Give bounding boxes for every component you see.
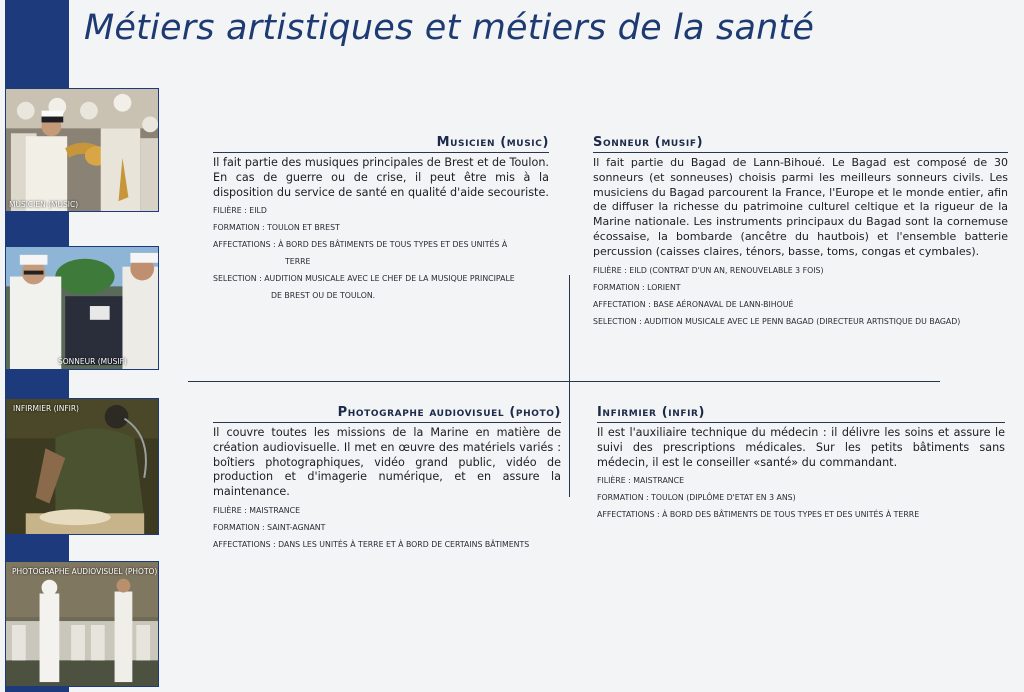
photo-caption: PHOTOGRAPHE AUDIOVISUEL (PHOTO) (12, 567, 158, 576)
filiere-row: FILIÈRE : EILD (213, 206, 267, 216)
infirmier-body: Il est l'auxiliaire technique du médecin : il délivre les soins et assure le suivi des prescriptions médicales. Sur les petits bâtiments sans médecin, il est le conseiller «santé» du commandant. (597, 426, 1005, 469)
formation-row: FORMATION : TOULON ET BREST (213, 223, 340, 233)
affectations-row: AFFECTATIONS : À BORD DES BÂTIMENTS DE TOUS TYPES ET DES UNITÉS À (213, 240, 508, 250)
photographe-heading: Photographe audiovisuel (photo) (213, 405, 561, 423)
filiere-row: FILIÈRE : EILD (CONTRAT D'UN AN, RENOUVELABLE 3 FOIS) (593, 265, 824, 275)
nurse-photo-icon (6, 399, 158, 534)
filiere-row: FILIÈRE : MAISTRANCE (597, 476, 685, 486)
sonneur-heading: Sonneur (musif) (593, 135, 1008, 153)
brass-band-photo-icon (6, 89, 158, 211)
affectations-row: AFFECTATIONS : DANS LES UNITÉS À TERRE ET À BORD DE CERTAINS BÂTIMENTS (213, 539, 530, 549)
affectations-row-cont: TERRE (285, 257, 311, 267)
photo-caption: INFIRMIER (INFIR) (13, 404, 79, 413)
formation-row: FORMATION : TOULON (DIPLÔME D'ETAT EN 3 ANS) (597, 493, 796, 503)
selection-row: SELECTION : AUDITION MUSICALE AVEC LE CHEF DE LA MUSIQUE PRINCIPALE (213, 274, 515, 284)
photographe-photo (5, 561, 159, 687)
row-divider (188, 381, 940, 382)
parade-photo-icon (6, 562, 158, 686)
infirmier-heading: Infirmier (infir) (597, 405, 1005, 423)
sonneur-meta (593, 262, 1008, 330)
photo-caption: SONNEUR (MUSIF) (58, 357, 127, 366)
selection-row: SELECTION : AUDITION MUSICALE AVEC LE PENN BAGAD (DIRECTEUR ARTISTIQUE DU BAGAD) (593, 316, 961, 326)
photographe-meta (213, 502, 561, 553)
affectation-row: AFFECTATION : BASE AÉRONAVAL DE LANN-BIHOUÉ (593, 299, 794, 309)
bagpipe-band-photo-icon (6, 247, 158, 369)
infirmier-section (597, 405, 1005, 523)
selection-row-cont: DE BREST OU DE TOULON. (271, 291, 376, 301)
filiere-row: FILIÈRE : MAISTRANCE (213, 505, 301, 515)
infirmier-meta (597, 472, 1005, 523)
sonneur-body: Il fait partie du Bagad de Lann-Bihoué. Le Bagad est composé de 30 sonneurs (et sonneuses) choisis parmi les meilleurs sonneurs civils. Les musiciens du Bagad parcourent la France, l'Europe et le monde entier, afin de diffuser la richesse du patrimoine culturel celtique et la rigueur de la Marine nationale. Les instruments principaux du Bagad sont la cornemuse écossaise, la bombarde (ancêtre du hautbois) et l'ensemble batterie percussion (caisses claires, ténors, basse, toms, congas et cymbales). (593, 156, 1008, 258)
musicien-body: Il fait partie des musiques principales de Brest et de Toulon. En cas de guerre ou de crise, il peut être mis à la disposition du service de santé en qualité d'aide secouriste. (213, 156, 549, 199)
photographe-section (213, 405, 561, 553)
affectations-row: AFFECTATIONS : À BORD DES BÂTIMENTS DE TOUS TYPES ET DES UNITÉS À TERRE (597, 510, 920, 520)
formation-row: FORMATION : LORIENT (593, 282, 681, 292)
musicien-meta (213, 202, 549, 304)
photographe-body: Il couvre toutes les missions de la Marine en matière de création audiovisuelle. Il met en œuvre des matériels variés : boîtiers photographiques, vidéo grand public, vidéo de production et d'imagerie numérique, et en assure la maintenance. (213, 426, 561, 499)
photo-caption: MUSICIEN (MUSIC) (9, 200, 79, 209)
musicien-photo (5, 88, 159, 212)
sonneur-photo (5, 246, 159, 370)
musicien-section (213, 135, 549, 304)
infirmier-photo (5, 398, 159, 535)
formation-row: FORMATION : SAINT-AGNANT (213, 522, 326, 532)
page-title: Métiers artistiques et métiers de la santé (84, 8, 815, 48)
column-divider (569, 275, 570, 497)
sonneur-section (593, 135, 1008, 330)
musicien-heading: Musicien (music) (213, 135, 549, 153)
